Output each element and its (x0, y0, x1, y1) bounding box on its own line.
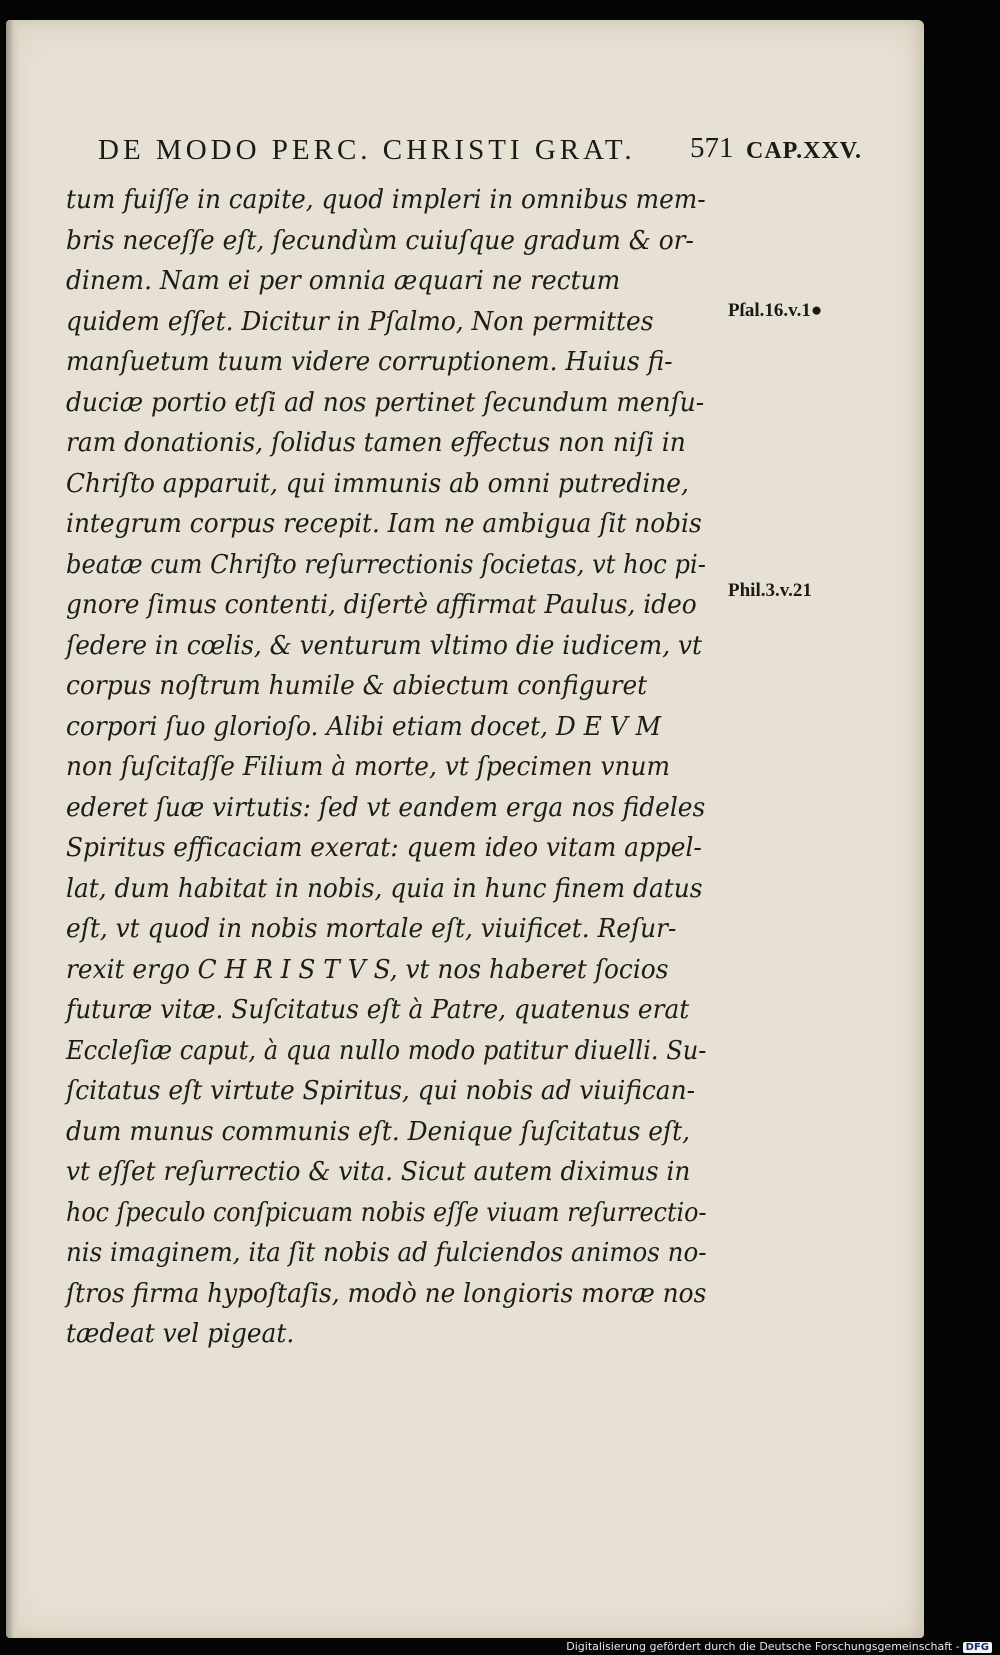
text-line: vt eſſet reſurrectio & vita. Sicut autem diximus in (66, 1157, 691, 1187)
text-line: beatæ cum Chriſto reſurrectionis ſocietas, vt hoc pi- (66, 549, 706, 580)
text-line: manſuetum tuum videre corruptionem. Huius fi- (66, 347, 673, 377)
text-line: lat, dum habitat in nobis, quia in hunc finem datus (66, 873, 703, 904)
text-line: tædeat vel pigeat. (66, 1319, 295, 1349)
text-line: hoc ſpeculo conſpicuam nobis eſſe viuam reſurrectio- (66, 1197, 707, 1228)
chapter-label: CAP.XXV. (746, 138, 863, 164)
text-line: ſedere in cœlis, & venturum vltimo die iudicem, vt (66, 630, 703, 661)
text-line: eſt, vt quod in nobis mortale eſt, viuificet. Reſur- (66, 914, 677, 944)
page-gutter-shadow (6, 20, 20, 1638)
text-line: ſcitatus eſt virtute Spiritus, qui nobis ad viuifican- (66, 1076, 695, 1106)
margin-note-psalm: Pſal.16.v.1● (728, 300, 823, 321)
text-line: duciæ portio etſi ad nos pertinet ſecundum menſu- (66, 387, 705, 418)
text-line: gnore ſimus contenti, diſertè affirmat Paulus, ideo (66, 590, 697, 620)
text-line: corpus noſtrum humile & abiectum configuret (66, 671, 648, 701)
text-line: ſtros firma hypoſtaſis, modò ne longioris moræ nos (66, 1278, 707, 1309)
digitization-credit (566, 1640, 992, 1653)
text-line: integrum corpus recepit. Iam ne ambigua ſit nobis (66, 509, 702, 539)
body-text (66, 180, 736, 1355)
text-line: corpori ſuo glorioſo. Alibi etiam docet, D E V M (66, 711, 662, 742)
text-line: ram donationis, ſolidus tamen effectus non niſi in (66, 428, 686, 458)
dfg-logo: DFG (963, 1642, 992, 1653)
text-line: dum munus communis eſt. Denique ſuſcitatus eſt, (66, 1116, 691, 1147)
text-line: Chriſto apparuit, qui immunis ab omni putredine, (66, 468, 689, 499)
text-line: rexit ergo C H R I S T V S, vt nos haberet ſocios (66, 954, 669, 985)
text-line: bris neceſſe eſt, ſecundùm cuiuſque gradum & or- (66, 225, 694, 256)
page-number: 571 (690, 132, 734, 164)
running-head-title: DE MODO PERC. CHRISTI GRAT. (98, 134, 636, 166)
text-line: nis imaginem, ita ſit nobis ad fulciendos animos no- (66, 1238, 707, 1268)
text-line: non ſuſcitaſſe Filium à morte, vt ſpecimen vnum (66, 752, 671, 782)
text-line: dinem. Nam ei per omnia æquari ne rectum (66, 266, 621, 296)
margin-note-philippians: Phil.3.v.21 (728, 580, 812, 601)
text-line: tum fuiſſe in capite, quod impleri in omnibus mem- (66, 185, 706, 215)
text-line: Eccleſiæ caput, à qua nullo modo patitur diuelli. Su- (66, 1035, 707, 1066)
credit-text: Digitalisierung gefördert durch die Deutsche Forschungsgemeinschaft - (566, 1640, 960, 1653)
text-line: ederet ſuæ virtutis: ſed vt eandem erga nos fideles (66, 792, 706, 823)
text-line: quidem eſſet. Dicitur in Pſalmo, Non permittes (66, 306, 654, 337)
book-page (6, 20, 924, 1638)
text-line: futuræ vitæ. Suſcitatus eſt à Patre, quatenus erat (66, 995, 690, 1025)
text-line: Spiritus efficaciam exerat: quem ideo vitam appel- (66, 833, 702, 863)
